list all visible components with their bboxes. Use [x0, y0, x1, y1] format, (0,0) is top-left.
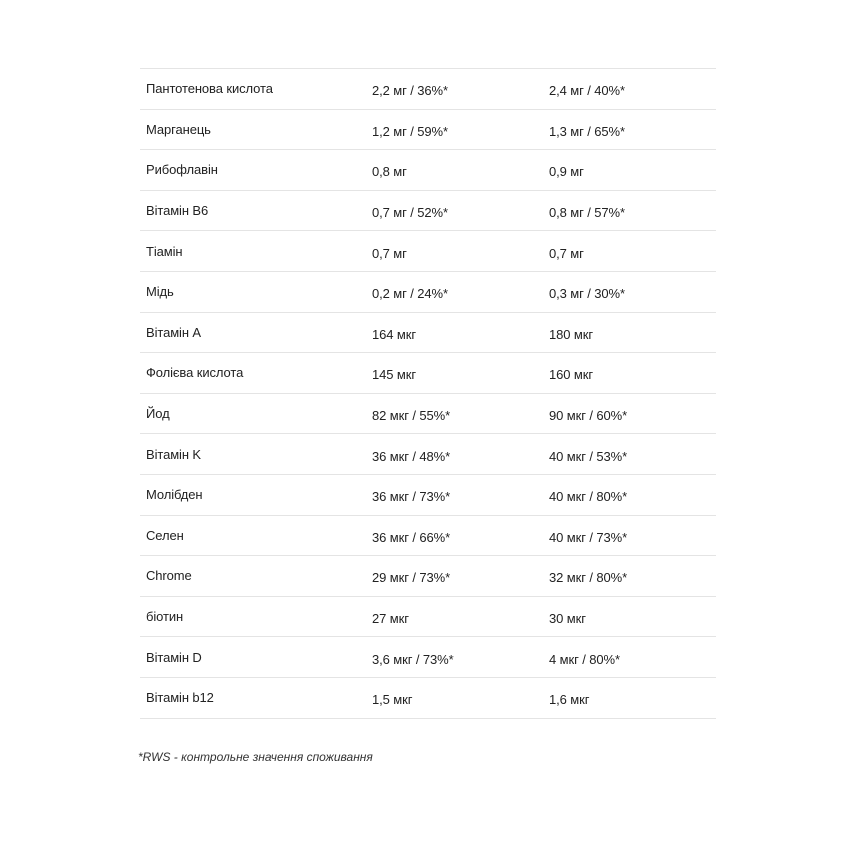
table-row [140, 231, 716, 272]
value-column-2: 0,7 мг [549, 245, 584, 261]
value-column-1: 0,2 мг / 24%* [372, 286, 448, 302]
nutrient-name: Тіамін [146, 243, 183, 259]
table-row [140, 516, 716, 557]
value-column-1: 1,2 мг / 59%* [372, 123, 448, 139]
value-column-1: 2,2 мг / 36%* [372, 83, 448, 99]
value-column-2: 160 мкг [549, 367, 593, 383]
value-column-2: 40 мкг / 73%* [549, 529, 628, 545]
table-row [140, 475, 716, 516]
nutrient-name: Пантотенова кислота [146, 81, 273, 97]
value-column-2: 1,3 мг / 65%* [549, 123, 625, 139]
value-column-2: 0,3 мг / 30%* [549, 286, 625, 302]
value-column-2: 32 мкг / 80%* [549, 570, 628, 586]
value-column-1: 0,7 мг / 52%* [372, 205, 448, 221]
nutrient-name: Вітамін A [146, 324, 201, 340]
nutrient-name: Вітамін D [146, 649, 202, 665]
value-column-2: 2,4 мг / 40%* [549, 83, 625, 99]
table-row [140, 191, 716, 232]
nutrient-name: біотин [146, 609, 184, 625]
nutrient-name: Селен [146, 527, 184, 543]
table-row [140, 637, 716, 678]
value-column-1: 27 мкг [372, 611, 409, 627]
value-column-1: 29 мкг / 73%* [372, 570, 451, 586]
nutrient-name: Вітамін b12 [146, 690, 214, 706]
nutrient-name: Рибофлавін [146, 162, 218, 178]
table-row [140, 556, 716, 597]
value-column-2: 1,6 мкг [549, 692, 590, 708]
table-row [140, 272, 716, 313]
nutrient-name: Марганець [146, 121, 211, 137]
table-row [140, 678, 716, 719]
nutrient-name: Мідь [146, 284, 174, 300]
nutrient-name: Вітамін B6 [146, 203, 209, 219]
table-row [140, 394, 716, 435]
table-row [140, 597, 716, 638]
table-row [140, 110, 716, 151]
nutrient-name: Йод [146, 406, 170, 422]
value-column-1: 36 мкг / 48%* [372, 448, 451, 464]
nutrient-name: Молібден [146, 487, 203, 503]
value-column-2: 90 мкг / 60%* [549, 408, 628, 424]
value-column-1: 36 мкг / 66%* [372, 529, 451, 545]
table-row [140, 353, 716, 394]
table-row [140, 69, 716, 110]
value-column-1: 164 мкг [372, 326, 416, 342]
nutrient-name: Фолієва кислота [146, 365, 244, 381]
nutrient-name: Chrome [146, 568, 192, 584]
table-row [140, 150, 716, 191]
value-column-1: 36 мкг / 73%* [372, 489, 451, 505]
value-column-1: 0,8 мг [372, 164, 407, 180]
value-column-1: 82 мкг / 55%* [372, 408, 451, 424]
nutrition-table [140, 68, 716, 719]
value-column-2: 40 мкг / 53%* [549, 448, 628, 464]
value-column-2: 0,9 мг [549, 164, 584, 180]
table-row [140, 434, 716, 475]
value-column-2: 30 мкг [549, 611, 586, 627]
value-column-1: 145 мкг [372, 367, 416, 383]
value-column-2: 180 мкг [549, 326, 593, 342]
table-row [140, 313, 716, 354]
value-column-1: 3,6 мкг / 73%* [372, 651, 454, 667]
footnote: *RWS - контрольне значення споживання [138, 750, 373, 764]
value-column-2: 40 мкг / 80%* [549, 489, 628, 505]
value-column-1: 1,5 мкг [372, 692, 413, 708]
value-column-1: 0,7 мг [372, 245, 407, 261]
value-column-2: 4 мкг / 80%* [549, 651, 620, 667]
nutrient-name: Вітамін K [146, 446, 201, 462]
value-column-2: 0,8 мг / 57%* [549, 205, 625, 221]
